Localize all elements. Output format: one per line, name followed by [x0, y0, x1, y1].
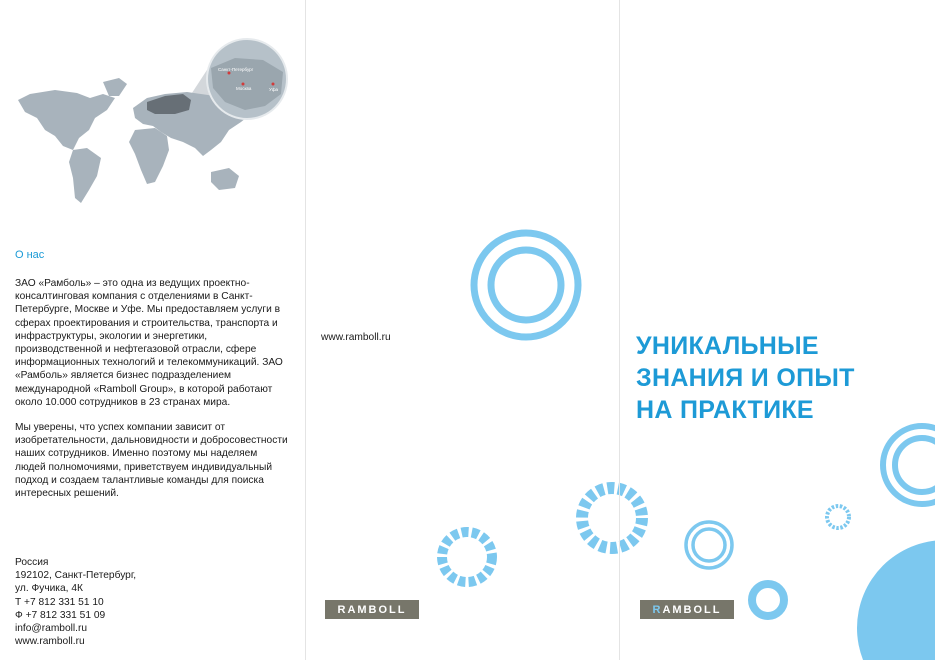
right-panel: [620, 0, 935, 660]
circle-dotted-tiny: [827, 506, 849, 528]
about-text: [15, 277, 290, 512]
map-marker-ufa: [272, 83, 275, 86]
address-email[interactable]: info@ramboll.ru: [15, 623, 88, 635]
ramboll-logo: [325, 600, 419, 619]
logo-text-rest: AMBOLL: [662, 603, 722, 616]
circle-large-inner: [491, 250, 561, 320]
circle-dashed-left-edge: [620, 488, 642, 548]
address-street: ул. Фучика, 4К: [15, 583, 83, 595]
map-label-spb: Санкт-Петербург: [218, 67, 254, 72]
map-australia: [211, 168, 239, 190]
about-paragraph-1: ЗАО «Рамболь» – это одна из ведущих проектно-консалтинговая компания с отделениями в Санкт-Петербурге, Москве и Уфе. Мы предоставляем услуги в сферах проектирования и строительства, транспорта и инфраструктуры, экологии и энергетики, производственной и нефтегазовой отрасли, сфере информационных технологий и телекоммуникаций. ЗАО «Рамболь» является бизнес подразделением международной «Ramboll Group», в которой работают около 10.000 сотрудников в 23 странах мира.: [15, 278, 283, 408]
circle-ring-inner: [693, 529, 725, 561]
headline-line-2: ЗНАНИЯ И ОПЫТ: [636, 364, 855, 392]
headline-line-3: НА ПРАКТИКЕ: [636, 396, 814, 424]
circle-big-solid: [857, 540, 935, 660]
map-north-america: [18, 90, 115, 150]
about-title: О нас: [15, 249, 45, 261]
ramboll-logo-cover: [640, 600, 734, 619]
contact-address: [15, 556, 136, 648]
circle-ring-thick: [752, 584, 784, 616]
circle-dashed-medium: [582, 488, 619, 548]
address-country: Россия: [15, 557, 49, 568]
left-panel: [0, 0, 305, 660]
logo-text: RAMBOLL: [337, 603, 407, 616]
address-fax: Ф +7 812 331 51 09: [15, 609, 106, 621]
map-africa: [129, 128, 169, 184]
about-paragraph-2: Мы уверены, что успех компании зависит от изобретательности, дальновидности и добросовестности наших сотрудников. Именно поэтому мы наделяем людей полномочиями, приветствуем индивидуальный подход и создаем талантливые команды для поиска интересных решений.: [15, 422, 288, 500]
headline: [636, 330, 855, 426]
map-label-ufa: Уфа: [269, 87, 279, 92]
address-city: 192102, Санкт-Петербург,: [15, 570, 137, 582]
map-label-moscow: Москва: [236, 86, 252, 91]
world-map: [15, 38, 295, 208]
headline-line-1: УНИКАЛЬНЫЕ: [636, 332, 819, 360]
circle-dashed-small: [442, 532, 492, 582]
middle-circles-decoration: [306, 0, 619, 660]
website-url[interactable]: www.ramboll.ru: [321, 332, 391, 343]
logo-letter-r: R: [652, 603, 663, 616]
middle-panel: [306, 0, 619, 660]
map-south-america: [69, 148, 101, 203]
address-website[interactable]: www.ramboll.ru: [15, 636, 85, 648]
address-phone: Т +7 812 331 51 10: [15, 596, 104, 608]
circle-right-inner: [895, 438, 935, 492]
map-greenland: [103, 78, 127, 96]
